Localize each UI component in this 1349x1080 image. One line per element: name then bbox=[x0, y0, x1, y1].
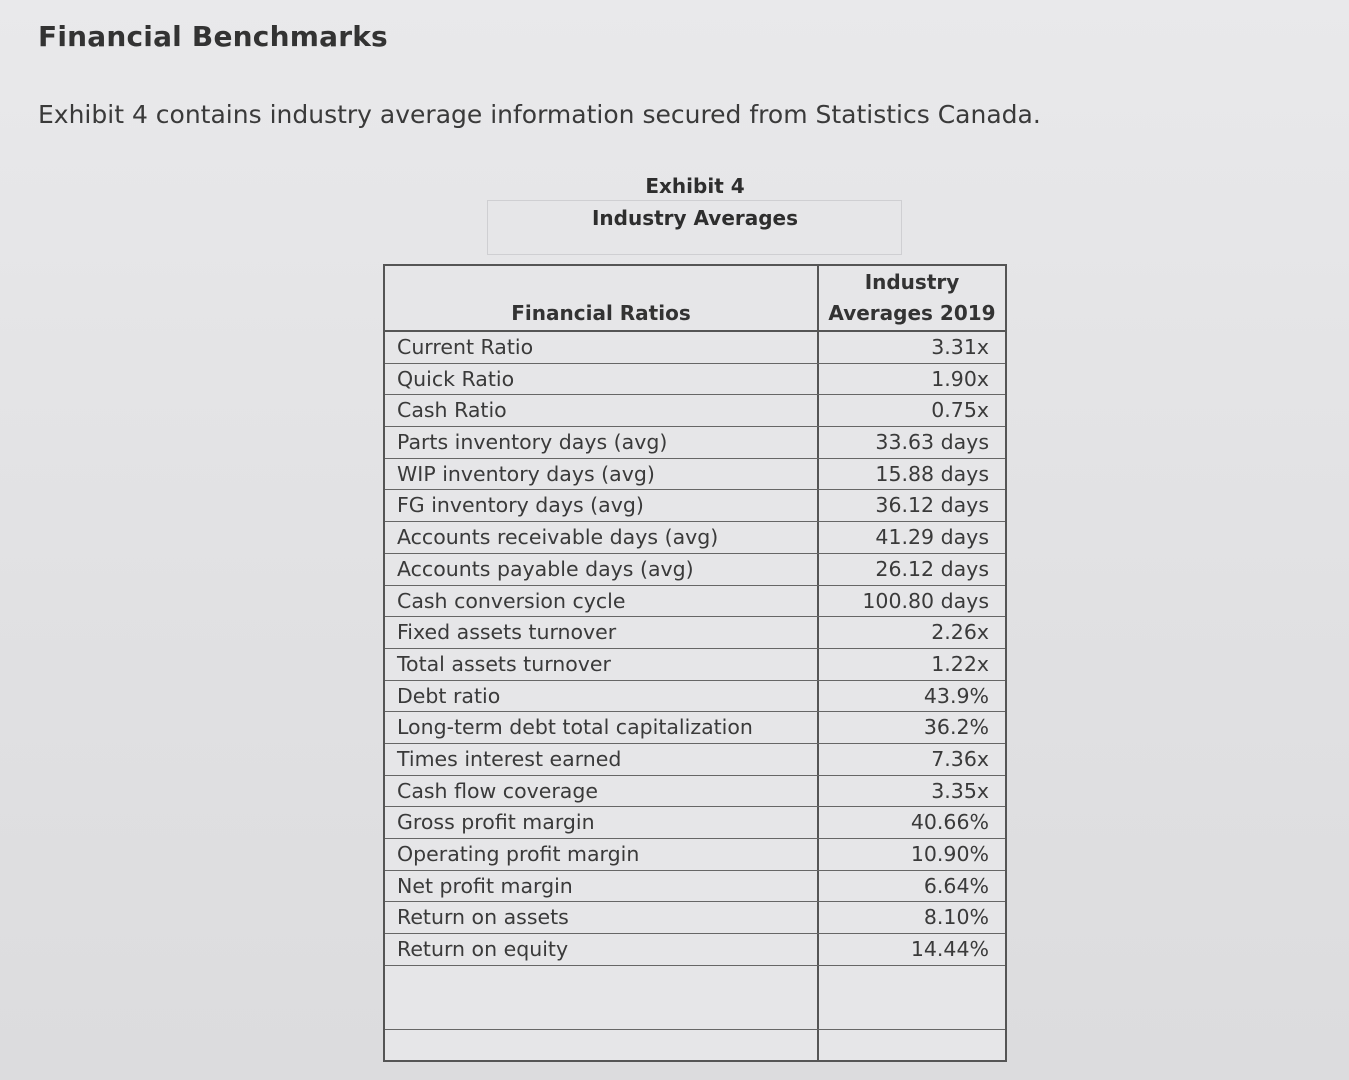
table-row bbox=[385, 681, 1005, 713]
header-industry-line1: Industry bbox=[864, 270, 960, 294]
ratio-value: 40.66% bbox=[910, 810, 989, 835]
ratio-value: 41.29 days bbox=[875, 525, 989, 550]
ratio-name: Return on equity bbox=[385, 934, 819, 965]
exhibit-subtitle: Industry Averages bbox=[591, 206, 799, 230]
table-row bbox=[385, 649, 1005, 681]
table-row bbox=[385, 459, 1005, 491]
ratio-value: 1.90x bbox=[931, 366, 989, 391]
ratio-value: 36.12 days bbox=[875, 493, 989, 518]
table-row-empty bbox=[385, 966, 1005, 1030]
table-row bbox=[385, 522, 1005, 554]
ratio-name: Net profit margin bbox=[385, 871, 819, 902]
ratio-name: Cash Ratio bbox=[385, 395, 819, 426]
table-row bbox=[385, 871, 1005, 903]
ratio-name: Return on assets bbox=[385, 902, 819, 933]
ratio-value: 1.22x bbox=[931, 651, 989, 676]
ratio-name: Total assets turnover bbox=[385, 649, 819, 680]
table-row bbox=[385, 364, 1005, 396]
table-row bbox=[385, 586, 1005, 618]
ratio-value: 15.88 days bbox=[875, 461, 989, 486]
ratio-value: 2.26x bbox=[931, 620, 989, 645]
ratio-value: 6.64% bbox=[923, 873, 989, 898]
ratio-name: Accounts payable days (avg) bbox=[385, 554, 819, 585]
ratio-name: Cash flow coverage bbox=[385, 776, 819, 807]
header-industry-line2: Averages 2019 bbox=[828, 301, 996, 325]
ratio-value: 33.63 days bbox=[875, 430, 989, 455]
table-body bbox=[385, 332, 1005, 966]
table-row-empty bbox=[385, 1030, 1005, 1060]
exhibit-label: Exhibit 4 bbox=[645, 174, 745, 198]
table-row bbox=[385, 839, 1005, 871]
ratio-name: Current Ratio bbox=[385, 332, 819, 363]
table-row bbox=[385, 902, 1005, 934]
table-row bbox=[385, 617, 1005, 649]
ratio-value: 0.75x bbox=[931, 398, 989, 423]
ratio-value: 10.90% bbox=[910, 842, 989, 866]
ratio-name: FG inventory days (avg) bbox=[385, 490, 819, 521]
table-row bbox=[385, 490, 1005, 522]
ratio-name: Cash conversion cycle bbox=[385, 586, 819, 617]
ratio-name: Long-term debt total capitalization bbox=[385, 712, 819, 743]
ratio-name: Gross profit margin bbox=[385, 807, 819, 838]
table-row bbox=[385, 712, 1005, 744]
ratio-value: 8.10% bbox=[923, 905, 989, 930]
table-row bbox=[385, 744, 1005, 776]
ratio-name: Debt ratio bbox=[385, 681, 819, 712]
ratio-name: WIP inventory days (avg) bbox=[385, 459, 819, 490]
table-row bbox=[385, 427, 1005, 459]
table-row bbox=[385, 332, 1005, 364]
table-header-row bbox=[385, 266, 1005, 332]
table-row bbox=[385, 554, 1005, 586]
header-industry-averages bbox=[819, 266, 1005, 330]
ratio-name: Operating profit margin bbox=[385, 839, 819, 870]
ratio-value: 14.44% bbox=[910, 937, 989, 962]
ratio-name: Parts inventory days (avg) bbox=[385, 427, 819, 458]
ratio-name: Fixed assets turnover bbox=[385, 617, 819, 648]
ratio-value: 3.35x bbox=[931, 778, 989, 803]
ratio-value: 26.12 days bbox=[875, 556, 989, 581]
ratios-table bbox=[383, 264, 1007, 1062]
intro-paragraph: Exhibit 4 contains industry average information secured from Statistics Canada. bbox=[38, 100, 1041, 129]
table-row bbox=[385, 776, 1005, 808]
ratio-name: Times interest earned bbox=[385, 744, 819, 775]
ratio-value: 100.80 days bbox=[862, 588, 989, 613]
ratio-value: 43.9% bbox=[923, 683, 989, 708]
ratio-name: Quick Ratio bbox=[385, 364, 819, 395]
ratio-value: 3.31x bbox=[931, 335, 989, 359]
ratio-value: 36.2% bbox=[923, 715, 989, 740]
table-row bbox=[385, 395, 1005, 427]
table-row bbox=[385, 934, 1005, 966]
ratio-name: Accounts receivable days (avg) bbox=[385, 522, 819, 553]
page-heading: Financial Benchmarks bbox=[38, 20, 388, 53]
table-row bbox=[385, 807, 1005, 839]
header-financial-ratios: Financial Ratios bbox=[385, 266, 819, 330]
exhibit-title bbox=[540, 170, 850, 234]
ratio-value: 7.36x bbox=[931, 746, 989, 771]
